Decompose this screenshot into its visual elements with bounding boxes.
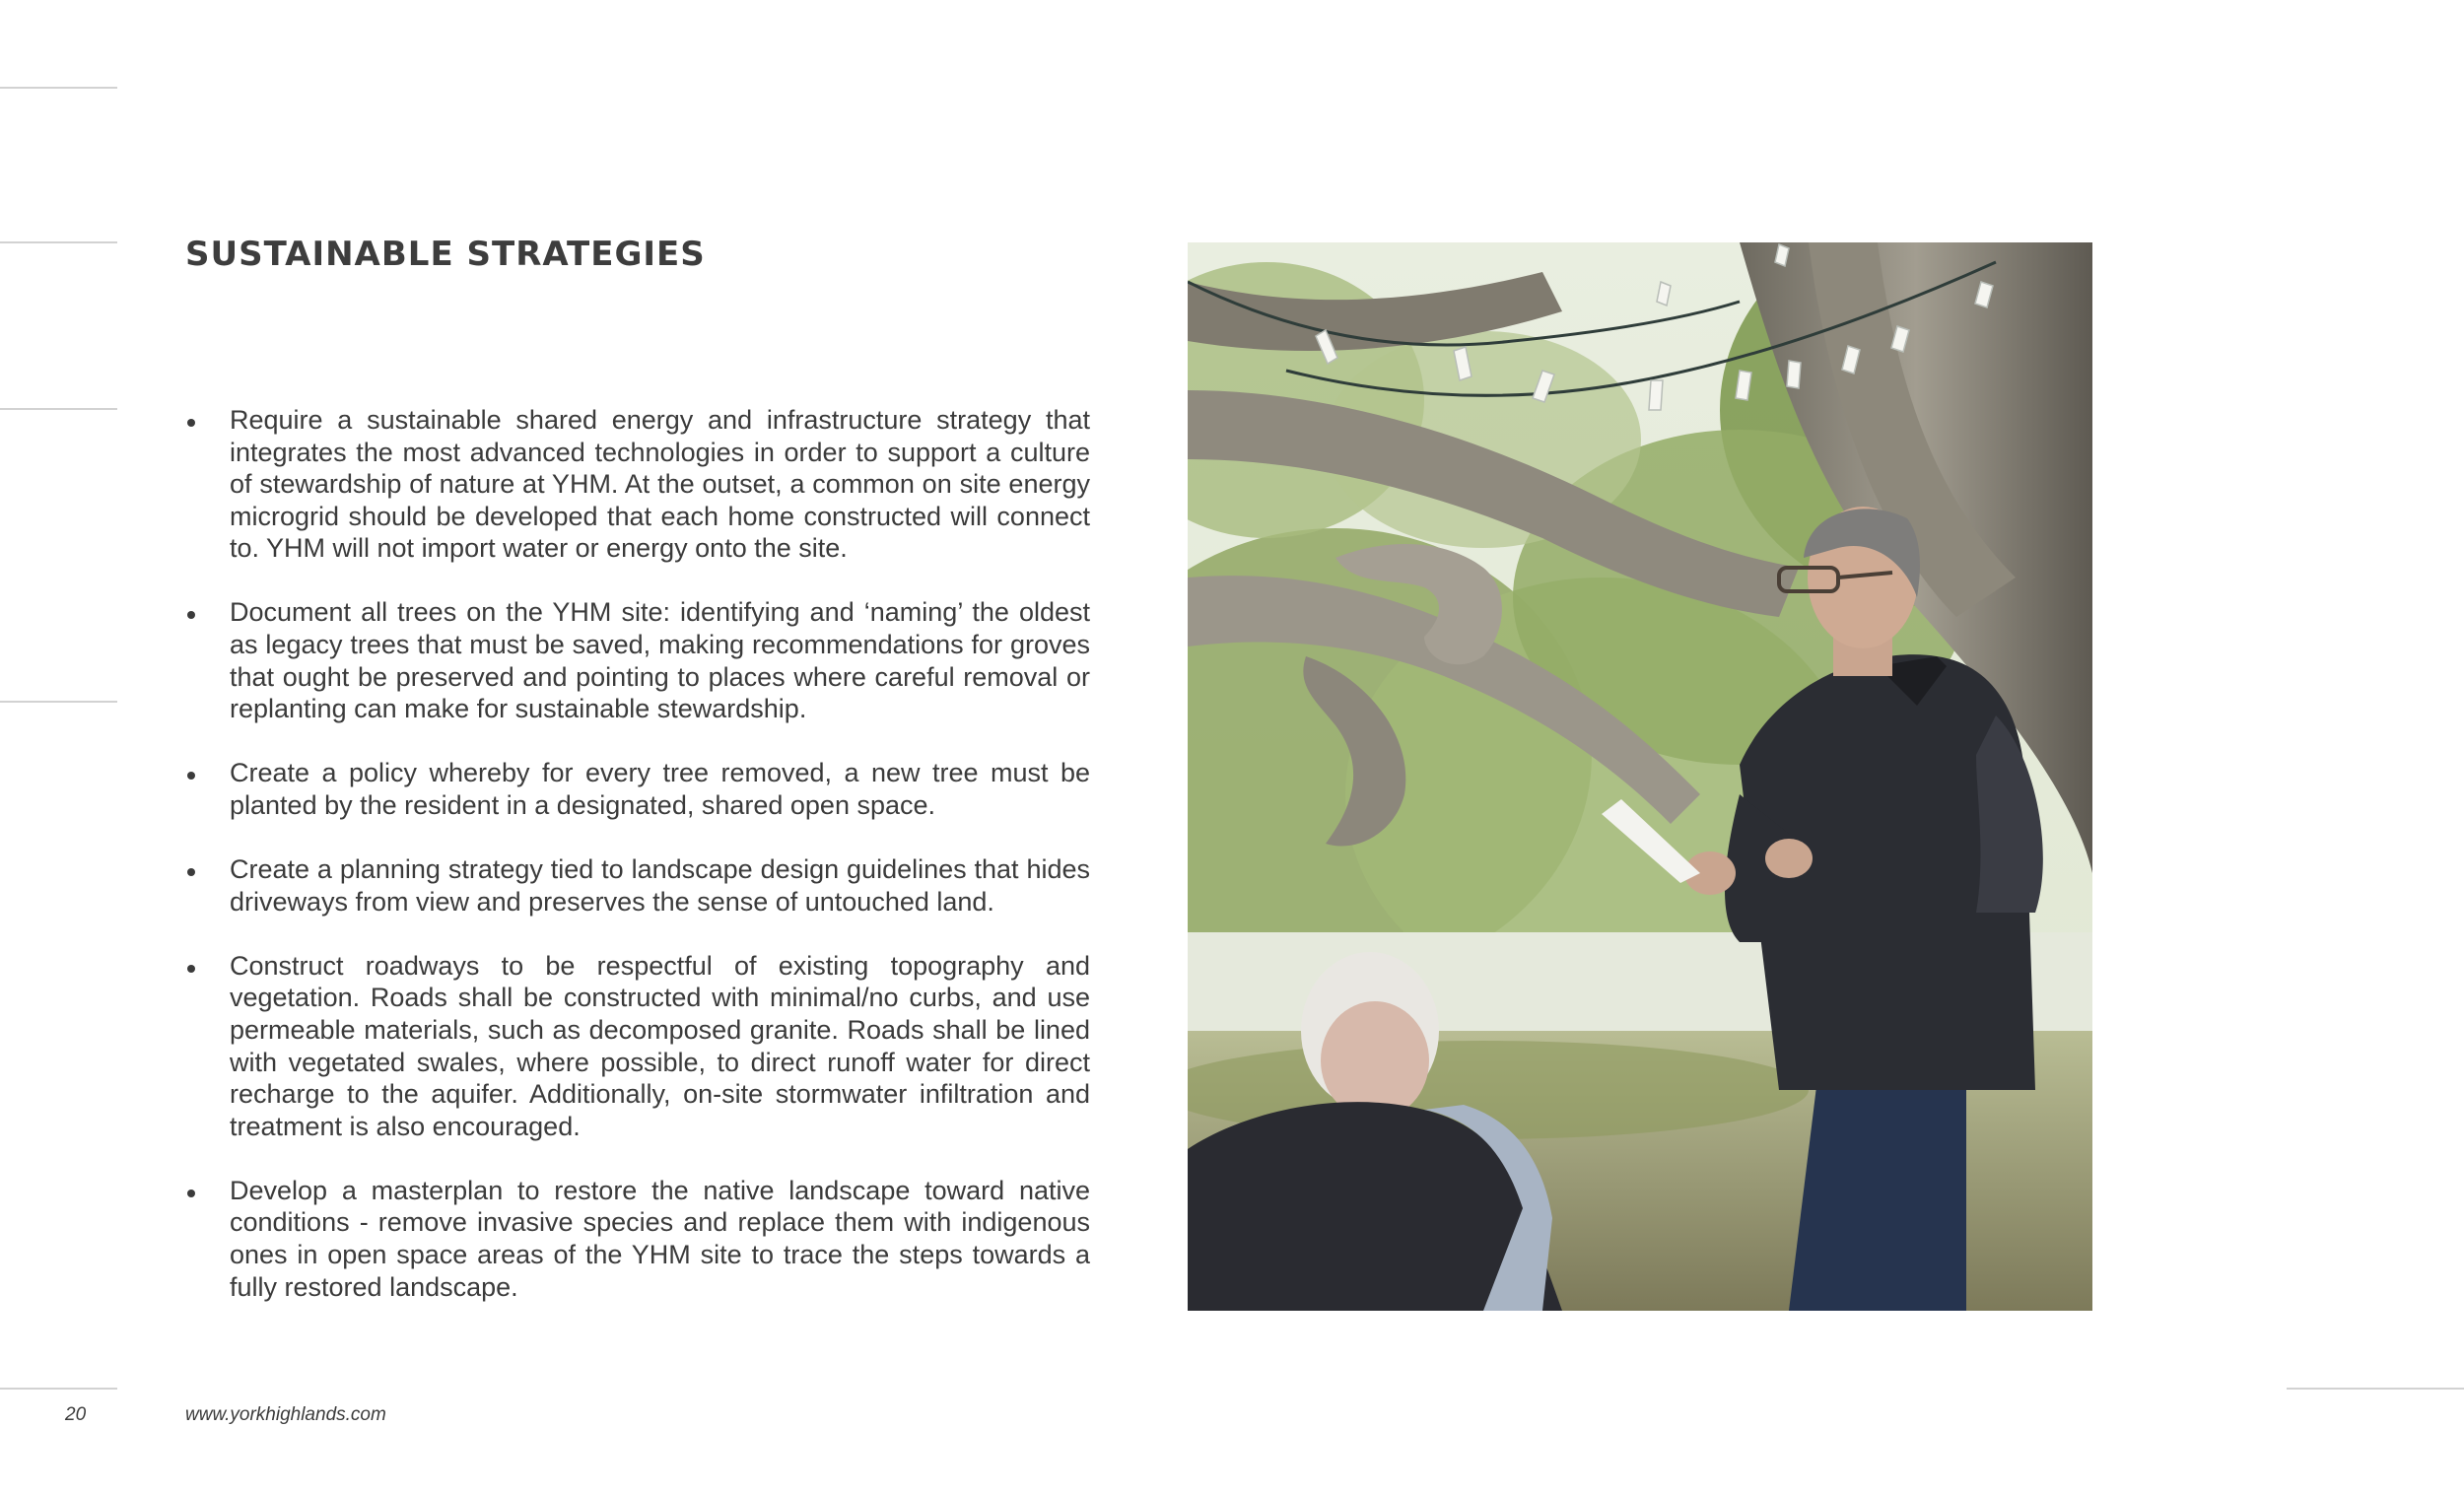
margin-rule-2 — [0, 241, 117, 243]
bullet-icon — [187, 965, 195, 973]
list-item-text: Create a policy whereby for every tree removed, a new tree must be planted by the resident in a designated, shared open space. — [230, 758, 1090, 820]
list-item-text: Document all trees on the YHM site: identifying and ‘naming’ the oldest as legacy trees that must be saved, making recommendations for groves that ought be preserved and pointing to places where careful removal or replanting can make for sustainable stewardship. — [230, 597, 1090, 724]
footer-rule-right — [2287, 1388, 2464, 1390]
list-item-text: Create a planning strategy tied to landscape design guidelines that hides driveways from view and preserves the sense of untouched land. — [230, 854, 1090, 917]
bullet-icon — [187, 868, 195, 876]
bullet-icon — [187, 1190, 195, 1197]
page-number: 20 — [65, 1404, 87, 1425]
list-item-text: Construct roadways to be respectful of existing topography and vegetation. Roads shall be constructed with minimal/no curbs, and use permeable materials, such as decomposed granite. Roads shall be lined with vegetated swales, where possible, to direct runoff water for direct recharge to the aquifer. Additionally, on-site stormwater infiltration and treatment is also encouraged. — [230, 950, 1090, 1141]
speaker-photo — [1188, 242, 2092, 1311]
site-url: www.yorkhighlands.com — [185, 1404, 386, 1425]
margin-rule-1 — [0, 87, 117, 89]
page-title: SUSTAINABLE STRATEGIES — [185, 235, 706, 274]
list-item — [185, 950, 1090, 1143]
bullet-icon — [187, 611, 195, 619]
list-item — [185, 1175, 1090, 1303]
footer-rule-left — [0, 1388, 117, 1390]
margin-rule-3 — [0, 408, 117, 410]
bullet-icon — [187, 419, 195, 427]
list-item — [185, 596, 1090, 724]
margin-rule-4 — [0, 701, 117, 703]
list-item — [185, 853, 1090, 918]
list-item — [185, 757, 1090, 821]
list-item — [185, 404, 1090, 565]
list-item-text: Develop a masterplan to restore the native landscape toward native conditions - remove invasive species and replace them with indigenous ones in open space areas of the YHM site to trace the steps towards a fully restored landscape. — [230, 1175, 1090, 1302]
bullet-icon — [187, 772, 195, 780]
strategy-list — [185, 404, 1090, 1335]
photo-illustration — [1188, 242, 2092, 1311]
list-item-text: Require a sustainable shared energy and infrastructure strategy that integrates the most advanced technologies in order to support a culture of stewardship of nature at YHM. At the outset, a common on site energy microgrid should be developed that each home constructed will connect to. YHM will not import water or energy onto the site. — [230, 405, 1090, 564]
